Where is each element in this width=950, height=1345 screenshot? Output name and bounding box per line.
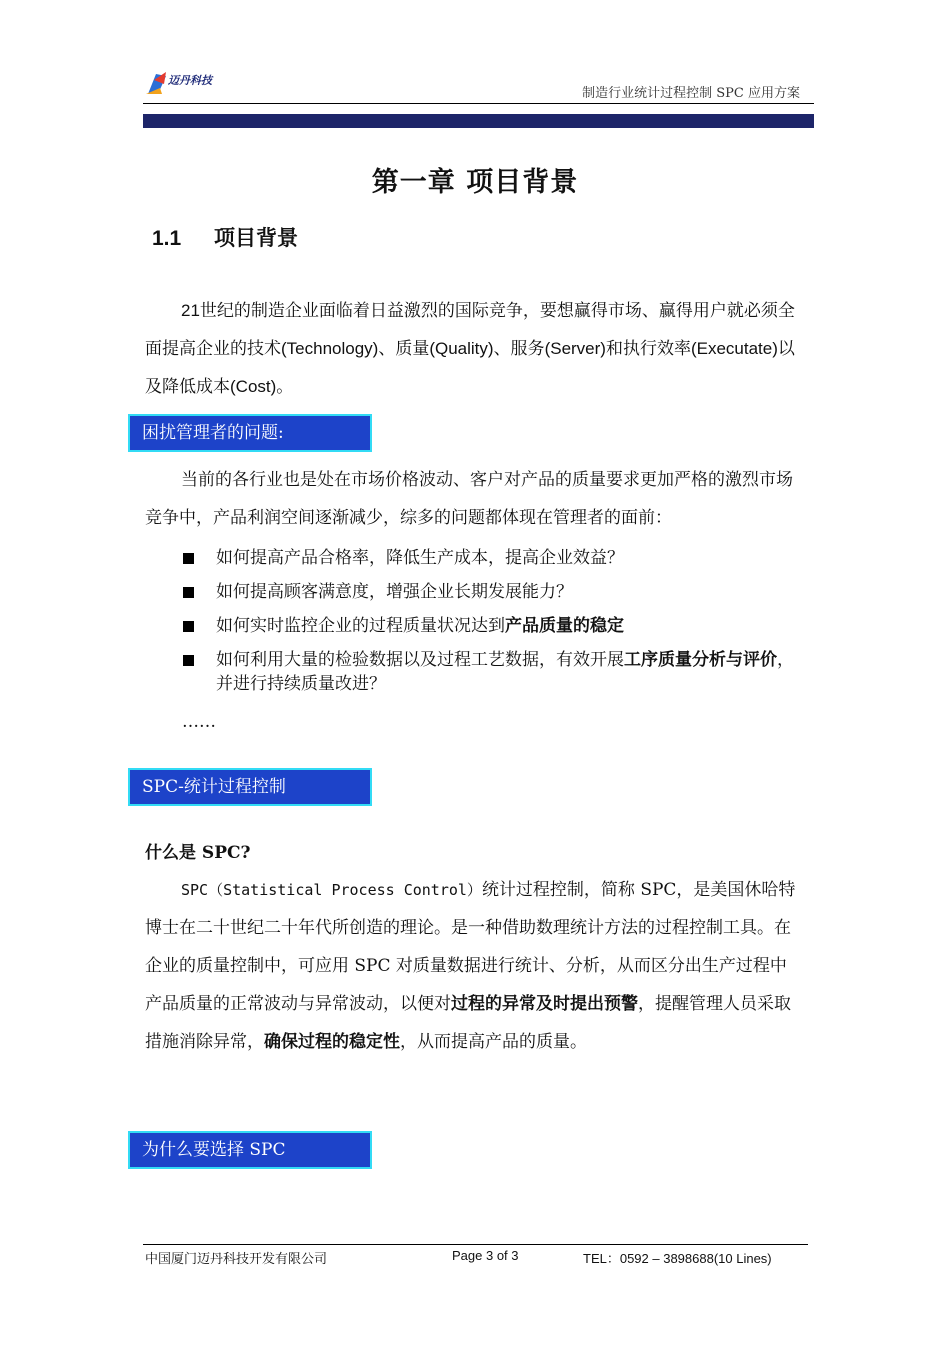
list-item-text: 如何提高顾客满意度，增强企业长期发展能力？ [216,582,573,602]
ellipsis-text: …… [182,712,216,732]
spc-paragraph [145,871,797,1061]
chapter-title: 第一章 项目背景 [371,167,579,198]
list-item [182,614,802,638]
problems-intro-text: 当前的各行业也是处在市场价格波动、客户对产品的质量要求更加严格的激烈市场竞争中，产品利润空间逐渐减少，综多的问题都体现在管理者的面前： [145,470,793,528]
list-item-emphasis: 工序质量分析与评价 [624,650,777,670]
document-title: 制造行业统计过程控制 SPC 应用方案 [582,86,800,101]
list-item-text: 如何实时监控企业的过程质量状况达到 [216,616,505,636]
spc-text: 统计过程控制，简称 SPC，是美国休哈特博士在二十世纪二十年代所创造的理论。是一种借助数理统计方法的过程控制工具。在企业的质量控制中，可应用 SPC 对质量数据进行统计、分析，从而区分出生产过程中产品质量的正常波动与异常波动，以便对 [145,880,796,1014]
section-box-spc: SPC-统计过程控制 [128,768,372,806]
problems-intro-paragraph [145,461,797,537]
intro-text: (Executate) [690,339,778,358]
list-item [182,546,802,570]
list-item-emphasis: 产品质量的稳定 [505,616,624,636]
footer-telephone: TEL：0592 – 3898688(10 Lines) [583,1251,772,1266]
bullet-square-icon [183,587,194,598]
intro-text: (Quality) [429,339,494,358]
logo-mark-icon [146,70,168,96]
intro-text: 21 [181,301,200,320]
problems-list [182,546,802,706]
intro-text: (Cost) [230,377,277,396]
header-color-bar [143,114,814,128]
list-item [182,580,802,604]
intro-text: 世纪的制造企业面临着日益激烈的国际竞争，要想赢得市场、赢得用户就必须全面提高企业的技术 [145,301,795,359]
intro-text: 和执行效率 [605,339,691,359]
intro-text: (Server) [544,339,606,358]
header-divider [143,103,814,104]
section-number: 1.1 [152,227,182,250]
bullet-square-icon [183,655,194,666]
footer-page-number: Page 3 of 3 [452,1248,519,1263]
intro-paragraph [145,292,797,406]
footer-company: 中国厦门迈丹科技开发有限公司 [145,1252,328,1267]
list-item-text: 如何利用大量的检验数据以及过程工艺数据，有效开展 [216,650,624,670]
list-item-text: 如何提高产品合格率，降低生产成本，提高企业效益？ [216,548,624,568]
list-item [182,648,802,696]
section-box-why-spc: 为什么要选择 SPC [128,1131,372,1169]
intro-text: 、质量 [378,339,430,359]
section-title: 项目背景 [214,225,298,250]
intro-text: (Technology) [281,339,379,358]
spc-text: ，从而提高产品的质量。 [400,1032,587,1052]
section-box-problems: 困扰管理者的问题: [128,414,372,452]
what-is-spc-heading: 什么是 SPC? [145,843,251,863]
section-heading [152,222,298,252]
spc-emphasis: 过程的异常及时提出预警 [451,994,638,1014]
spc-text: ，提醒管理人员采取措施消除异常， [145,994,791,1052]
footer-divider [143,1244,808,1245]
list-item-text: ，并进行持续质量改进？ [216,650,794,694]
logo-text: 迈丹科技 [168,74,212,87]
bullet-square-icon [183,553,194,564]
company-logo [146,70,226,96]
intro-text: 以及降低成本 [145,339,795,397]
intro-text: 。 [276,377,294,397]
spc-text: SPC（Statistical Process Control） [181,881,482,899]
spc-emphasis: 确保过程的稳定性 [264,1032,400,1052]
bullet-square-icon [183,621,194,632]
intro-text: 、服务 [493,339,545,359]
